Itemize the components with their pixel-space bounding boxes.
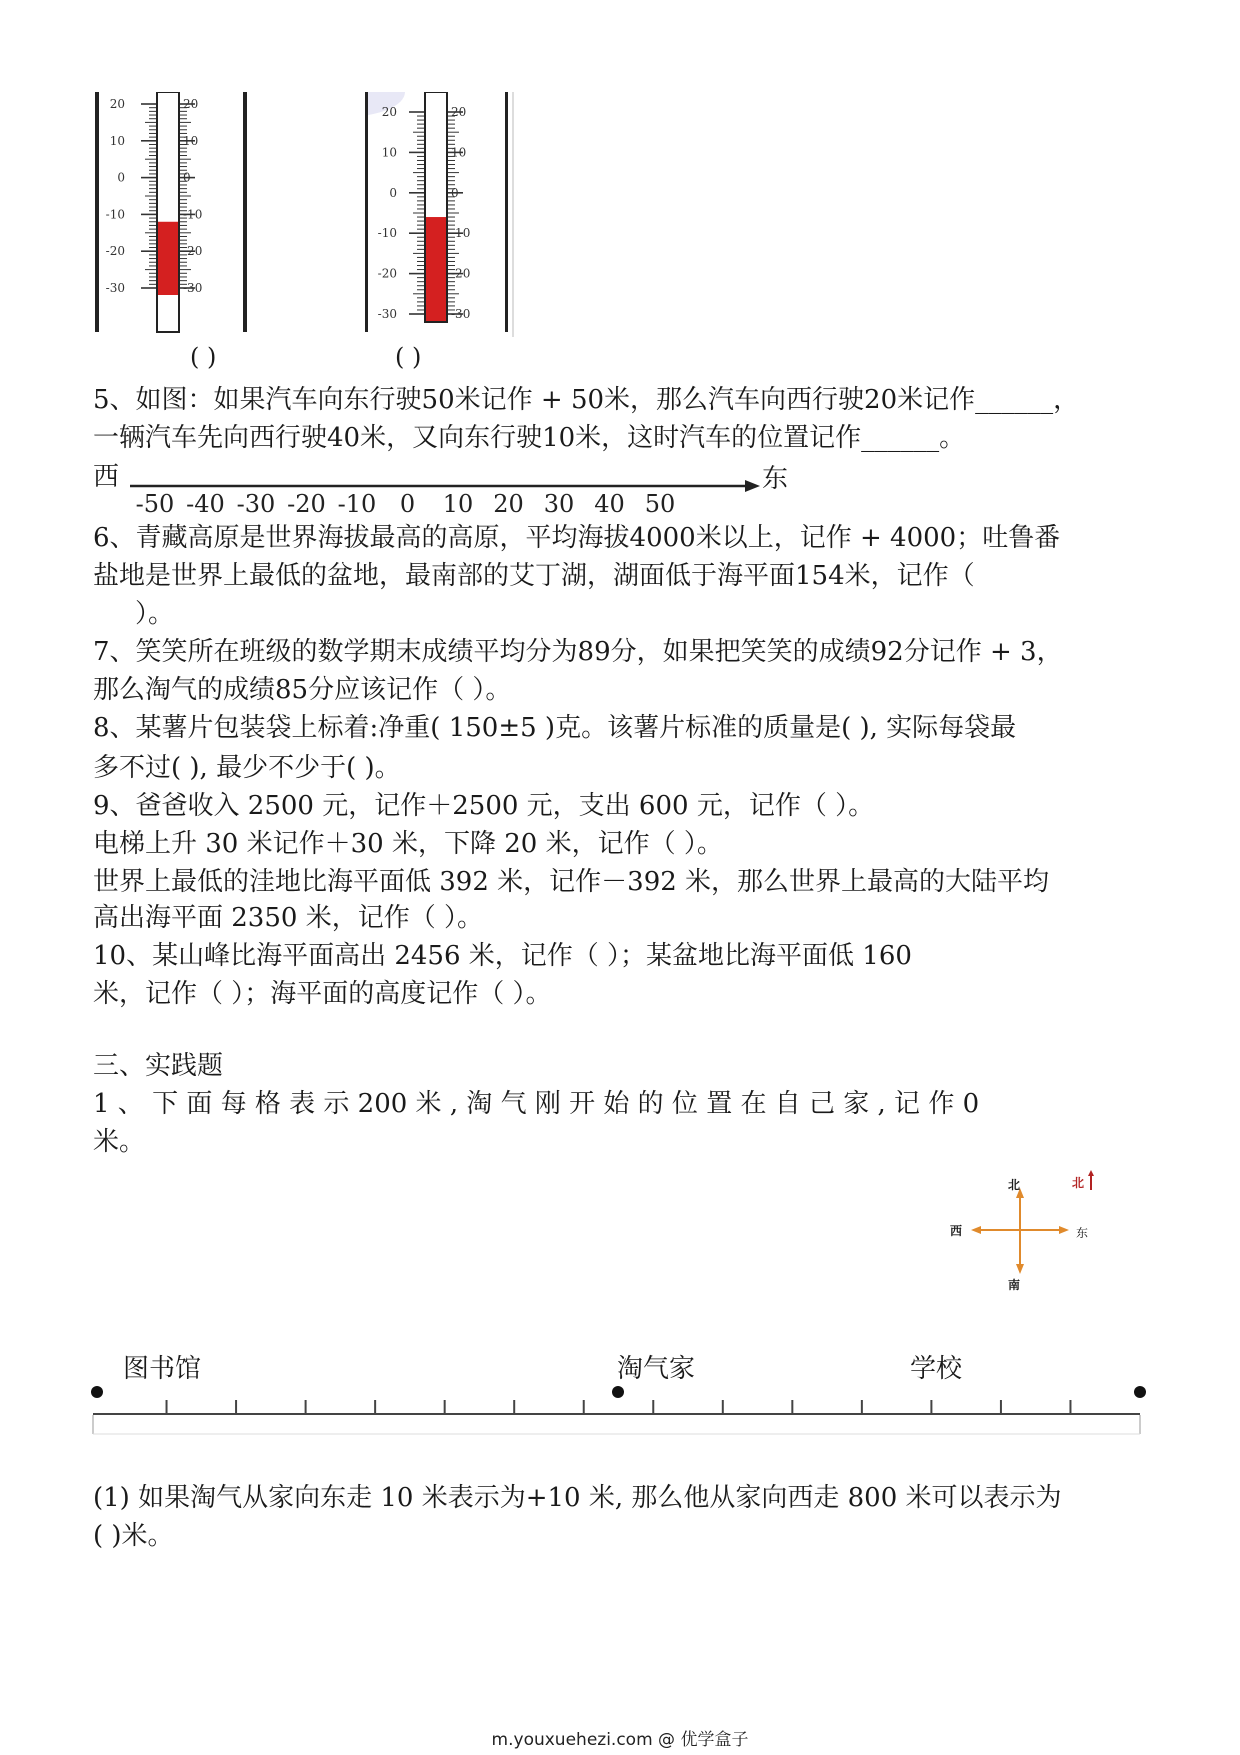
tick-label-right: -30	[183, 281, 203, 295]
q5-line2: 一辆汽车先向西行驶40米，又向东行驶10米，这时汽车的位置记作______。	[93, 423, 966, 453]
tick-label-left: 20	[109, 97, 125, 111]
thermometer-2	[365, 92, 525, 337]
tick-label-right: 10	[451, 145, 467, 160]
axis-label: -10	[337, 490, 377, 518]
thermometer-2-answer[interactable]: ( )	[395, 343, 422, 371]
map-school-label: 学校	[910, 1354, 963, 1384]
axis-label: 30	[543, 490, 575, 518]
tick-label-right: 20	[183, 97, 199, 111]
tick-label-right: -20	[183, 244, 203, 259]
q10-line2: 米，记作（ ）；海平面的高度记作（ ）。	[93, 979, 552, 1009]
axis-label: 40	[594, 490, 625, 518]
sub1-line2[interactable]: ( )米。	[93, 1521, 174, 1551]
section3-p1-line1: 1 、 下 面 每 格 表 示 200 米 , 淘 气 刚 开 始 的 位 置 在 自 己 家 , 记 作 0	[93, 1089, 980, 1119]
tick-label-left: -10	[105, 207, 125, 222]
q8-line2: 多不过( ), 最少不少于( )。	[93, 753, 401, 783]
q9-line4: 高出海平面 2350 米，记作（ ）。	[93, 903, 483, 933]
tick-label-left: 10	[109, 133, 125, 148]
section3-title: 三、实践题	[93, 1051, 224, 1081]
thermometer-1	[95, 92, 255, 337]
tick-label-right: -20	[451, 266, 471, 281]
tick-label-right: 20	[451, 105, 467, 119]
tick-label-right: -10	[183, 207, 203, 222]
map-home-label: 淘气家	[617, 1354, 696, 1384]
tick-label-left: 20	[381, 105, 397, 119]
map-library-label: 图书馆	[123, 1354, 202, 1384]
compass-north-label: 北	[1008, 1178, 1021, 1192]
tick-label-left: -20	[377, 266, 397, 281]
tick-label-left: -10	[377, 226, 397, 241]
q5-number-line	[130, 470, 765, 520]
q7-line1: 7、笑笑所在班级的数学期末成绩平均分为89分，如果把笑笑的成绩92分记作 + 3，	[93, 637, 1063, 667]
q5-east-label: 东	[762, 464, 789, 494]
compass-south-label: 南	[1008, 1278, 1021, 1292]
axis-label: 20	[493, 490, 524, 518]
north-marker-label: 北	[1072, 1176, 1085, 1190]
q6-line2: 盐地是世界上最低的盆地，最南部的艾丁湖，湖面低于海平面154米，记作（	[93, 561, 975, 591]
tick-label-left: 10	[381, 145, 397, 160]
q10-line1: 10、某山峰比海平面高出 2456 米，记作（ ）；某盆地比海平面低 160	[93, 941, 912, 971]
tick-label-right: 10	[183, 133, 199, 148]
compass-west-label: 西	[950, 1224, 963, 1238]
tick-label-right: 0	[183, 170, 191, 185]
section3-p1-line2: 米。	[93, 1127, 146, 1157]
thermometer-1-answer[interactable]: ( )	[190, 343, 217, 371]
tick-label-left: -20	[105, 244, 125, 259]
tick-label-left: 0	[117, 170, 125, 185]
q6-line3: ）。	[135, 599, 175, 629]
compass-east-label: 东	[1076, 1226, 1089, 1240]
thermometer-2-liquid	[426, 217, 446, 321]
map-scale-line	[85, 1378, 1160, 1438]
axis-label: 10	[442, 490, 474, 518]
axis-label: -40	[186, 490, 225, 518]
axis-label: -20	[287, 490, 326, 518]
tick-label-left: -30	[377, 307, 397, 321]
thermometer-1-liquid	[158, 222, 178, 295]
q5-west-label: 西	[93, 462, 120, 492]
q9-line3: 世界上最低的洼地比海平面低 392 米，记作－392 米，那么世界上最高的大陆平均	[93, 867, 1050, 897]
q9-line1: 9、爸爸收入 2500 元，记作＋2500 元，支出 600 元，记作（ ）。	[93, 791, 875, 821]
tick-label-left: -30	[105, 281, 125, 295]
q8-line1: 8、某薯片包装袋上标着:净重( 150±5 )克。该薯片标准的质量是( ), 实际每袋最	[93, 713, 1017, 743]
axis-label: -50	[135, 490, 175, 518]
sub1-line1: (1) 如果淘气从家向东走 10 米表示为+10 米, 那么他从家向西走 800 米可以表示为	[93, 1483, 1062, 1513]
tick-label-right: 0	[451, 185, 459, 200]
footer-watermark: m.youxuehezi.com @ 优学盒子	[491, 1730, 749, 1750]
q9-line2: 电梯上升 30 米记作＋30 米，下降 20 米，记作（ ）。	[93, 829, 723, 859]
tick-label-left: 0	[389, 185, 397, 200]
tick-label-right: -30	[451, 307, 471, 321]
axis-label: 50	[644, 490, 676, 518]
axis-label: 0	[399, 490, 416, 518]
tick-label-right: -10	[451, 226, 471, 241]
q5-line1: 5、如图：如果汽车向东行驶50米记作 + 50米，那么汽车向西行驶20米记作______，	[93, 385, 1080, 415]
q6-line1: 6、青藏高原是世界海拔最高的高原，平均海拔4000米以上，记作 + 4000；吐鲁番	[93, 523, 1061, 553]
q7-line2: 那么淘气的成绩85分应该记作（ ）。	[93, 675, 512, 705]
axis-label: -30	[236, 490, 276, 518]
